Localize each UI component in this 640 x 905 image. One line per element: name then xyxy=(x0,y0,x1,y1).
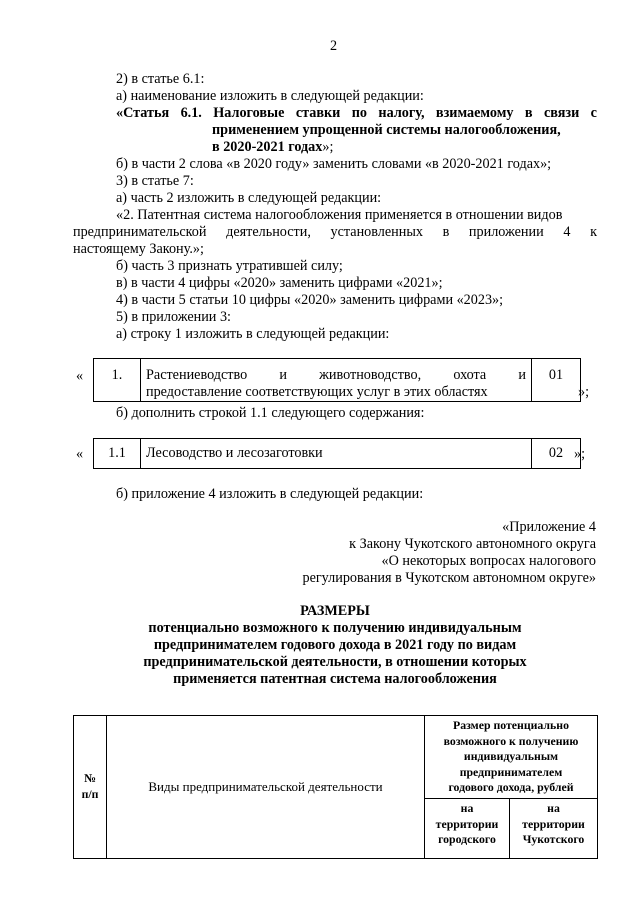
word: «Статья xyxy=(116,105,170,121)
row1-number: 1. xyxy=(94,359,141,402)
close-quote: »; xyxy=(574,446,586,462)
text-line: настоящему Закону.»; xyxy=(73,241,204,257)
word: Налоговые xyxy=(213,105,285,121)
text-line: а) наименование изложить в следующей редакции: xyxy=(116,88,424,104)
word: установленных xyxy=(330,224,423,240)
row1-activity-line2: предоставление соответствующих услуг в этих областях xyxy=(146,384,488,400)
article-title-line: применением упрощенной системы налогообложения, xyxy=(212,122,561,138)
text-line-justified xyxy=(73,224,597,241)
word: в xyxy=(524,105,533,121)
article-title-years: в 2020-2021 годах xyxy=(212,139,323,155)
appendix-ref-line: «Приложение 4 xyxy=(502,519,596,535)
col-header-number-line: п/п xyxy=(81,787,99,801)
row2-table xyxy=(93,438,581,469)
text-line: 2) в статье 6.1: xyxy=(116,71,205,87)
word: животноводство, xyxy=(319,367,422,383)
col-header-activity: Виды предпринимательской деятельности xyxy=(107,716,425,859)
subheader-city-line: на xyxy=(460,801,474,815)
subheader-chukotka-line: на xyxy=(547,801,560,815)
page-number: 2 xyxy=(330,38,338,54)
word: по xyxy=(351,105,368,121)
row1-code: 01 xyxy=(532,359,581,402)
heading-line: потенциально возможного к получению индивидуальным xyxy=(148,620,522,636)
word: и xyxy=(279,367,287,383)
text-line: 5) в приложении 3: xyxy=(116,309,231,325)
appendix-ref-line: «О некоторых вопросах налогового xyxy=(381,553,596,569)
word: деятельности, xyxy=(226,224,311,240)
col-header-size-line: возможного к получению xyxy=(443,733,579,748)
col-header-size-line: годового дохода, рублей xyxy=(448,780,574,795)
subheader-city-line: городского xyxy=(438,832,496,847)
row2-code: 02 xyxy=(532,439,581,469)
word: приложении xyxy=(468,224,544,240)
word: и xyxy=(518,367,526,383)
col-header-size-line: Размер потенциально xyxy=(453,718,569,733)
subheader-city-line: территории xyxy=(435,816,499,831)
row2-activity: Лесоводство и лесозаготовки xyxy=(141,439,532,469)
word: налогу, xyxy=(378,105,425,121)
heading-line: применяется патентная система налогообложения xyxy=(173,671,497,687)
col-header-size-line: индивидуальным xyxy=(463,749,559,764)
text-line: б) дополнить строкой 1.1 следующего содержания: xyxy=(116,405,425,421)
row1-table xyxy=(93,358,581,402)
appendix-ref-line: к Закону Чукотского автономного округа xyxy=(349,536,596,552)
open-quote: « xyxy=(76,368,84,384)
heading-line: предпринимателем годового дохода в 2021 году по видам xyxy=(153,637,517,653)
article-title-line xyxy=(116,105,597,122)
word: 4 xyxy=(563,224,571,240)
close-quote: »; xyxy=(578,384,590,400)
subheader-chukotka xyxy=(510,799,598,859)
col-header-size-line: предпринимателем xyxy=(459,764,563,779)
text-line: 3) в статье 7: xyxy=(116,173,194,189)
col-header-number-line: № xyxy=(84,771,96,786)
text-line: б) в части 2 слова «в 2020 году» заменить словами «в 2020-2021 годах»; xyxy=(116,156,552,172)
word: с xyxy=(590,105,597,121)
text-line: б) часть 3 признать утратившей силу; xyxy=(116,258,343,274)
word: к xyxy=(590,224,597,240)
word: 6.1. xyxy=(180,105,202,121)
word: предпринимательской xyxy=(73,224,207,240)
row1-activity xyxy=(141,359,532,402)
article-title-line xyxy=(212,139,333,156)
heading-title: РАЗМЕРЫ xyxy=(300,603,370,619)
subheader-chukotka-line: территории xyxy=(522,816,585,831)
text-line: б) приложение 4 изложить в следующей редакции: xyxy=(116,486,424,502)
word: взимаемому xyxy=(435,105,514,121)
open-quote: « xyxy=(76,446,84,462)
patent-income-table xyxy=(73,715,598,859)
word: ставки xyxy=(295,105,341,121)
word: в xyxy=(442,224,450,240)
word: охота xyxy=(453,367,487,383)
word: Растениеводство xyxy=(146,367,248,383)
text-line: «2. Патентная система налогообложения применяется в отношении видов xyxy=(116,207,563,223)
subheader-city xyxy=(425,799,510,859)
text-line: 4) в части 5 статьи 10 цифры «2020» заменить цифрами «2023»; xyxy=(116,292,504,308)
col-header-number xyxy=(74,716,107,859)
subheader-chukotka-line: Чукотского xyxy=(522,832,585,847)
row1-activity-line1 xyxy=(146,367,526,384)
appendix-ref-line: регулирования в Чукотском автономном округе» xyxy=(302,570,596,586)
word: связи xyxy=(543,105,580,121)
heading-line: предпринимательской деятельности, в отношении которых xyxy=(143,654,527,670)
text-line: а) часть 2 изложить в следующей редакции: xyxy=(116,190,382,206)
col-header-size xyxy=(425,716,598,799)
article-title-tail: »; xyxy=(322,139,334,155)
text-line: а) строку 1 изложить в следующей редакции: xyxy=(116,326,390,342)
row2-number: 1.1 xyxy=(94,439,141,469)
text-line: в) в части 4 цифры «2020» заменить цифрами «2021»; xyxy=(116,275,443,291)
